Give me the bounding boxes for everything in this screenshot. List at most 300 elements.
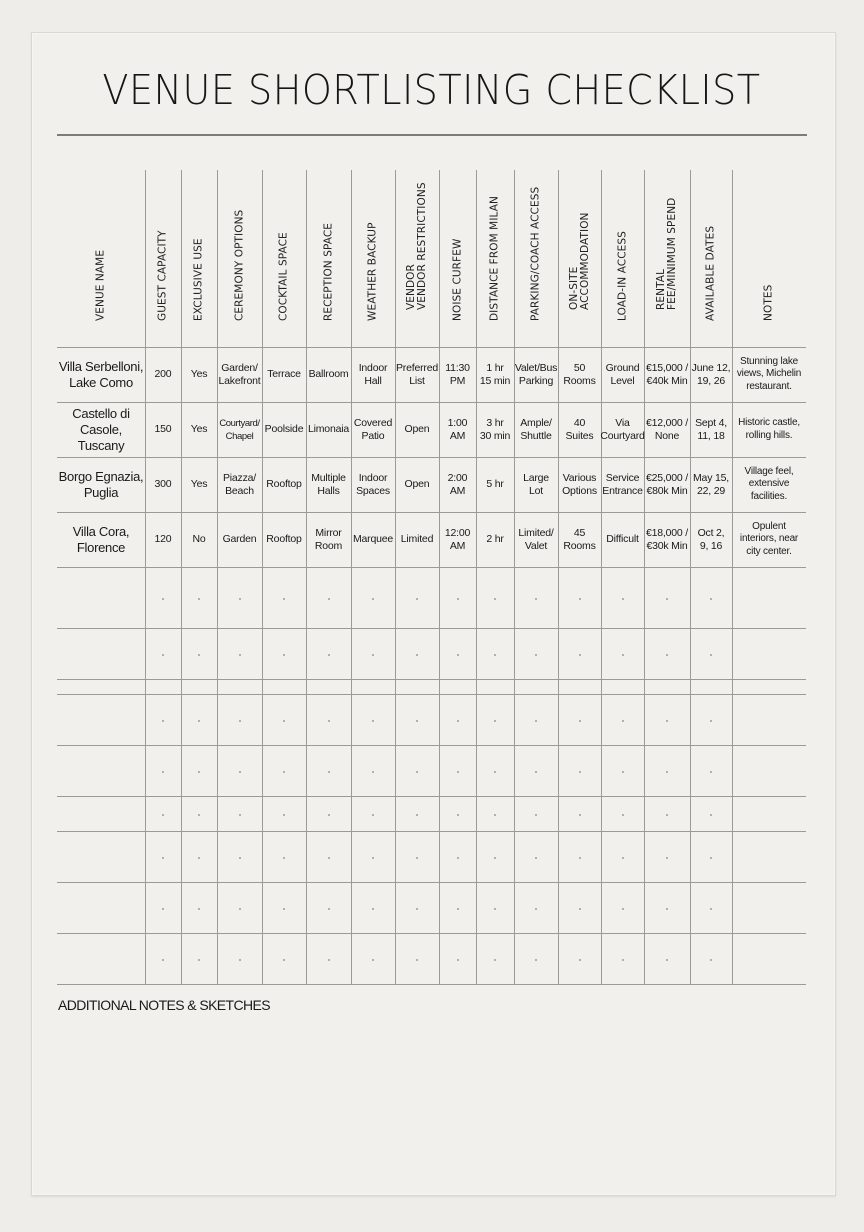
cell-text: [396, 362, 438, 388]
cell-line: 300: [154, 478, 172, 490]
cell-text: [520, 417, 551, 443]
cell-line: Casole, Tuscany: [77, 421, 125, 453]
header-line: ON-SITE: [567, 266, 580, 310]
cell-text: [405, 423, 430, 436]
column-header-label: [531, 187, 542, 321]
cell-line: Covered: [353, 416, 393, 429]
cell-line: 19, 26: [697, 374, 725, 387]
column-header-onsite-accommodation: [558, 170, 601, 332]
cell-text: [515, 362, 557, 388]
header-line: GUEST CAPACITY: [156, 230, 169, 321]
column-header-label: [406, 182, 428, 310]
cell-reception-space[interactable]: [306, 457, 351, 512]
cell-line: 2:00: [447, 471, 468, 484]
cell-text: [646, 527, 688, 553]
cell-line: Entrance: [602, 484, 643, 497]
cell-cocktail-space[interactable]: [262, 457, 306, 512]
column-header-label: [656, 198, 678, 310]
header-line: LOAD-IN ACCESS: [616, 231, 628, 321]
cell-line: Various: [562, 471, 597, 484]
placeholder-dot-icon: [535, 857, 537, 859]
placeholder-dot-icon: [416, 654, 418, 656]
cell-text: [311, 472, 346, 498]
cell-text: [646, 417, 688, 443]
placeholder-dot-icon: [239, 908, 241, 910]
cell-line: None: [654, 429, 680, 442]
placeholder-dot-icon: [666, 857, 668, 859]
placeholder-dot-icon: [579, 959, 581, 961]
cell-notes[interactable]: [732, 457, 806, 512]
cell-cocktail-space[interactable]: [262, 512, 306, 567]
placeholder-dot-icon: [710, 654, 712, 656]
placeholder-dot-icon: [328, 598, 330, 600]
header-line: ACCOMMODATION: [578, 212, 591, 310]
cell-text: [265, 423, 304, 436]
cell-line: 40: [573, 416, 586, 429]
cell-text: [563, 362, 595, 388]
cell-line: €40k Min: [646, 374, 688, 387]
cell-venue-name[interactable]: [57, 457, 145, 512]
cell-available-dates[interactable]: [690, 347, 732, 402]
cell-line: restaurant.: [746, 380, 792, 392]
cell-onsite-accommodation[interactable]: [558, 347, 601, 402]
header-line: RECEPTION SPACE: [322, 223, 334, 321]
placeholder-dot-icon: [198, 908, 200, 910]
cell-text: [359, 362, 388, 388]
cell-line: Lot: [528, 484, 543, 497]
placeholder-dot-icon: [283, 959, 285, 961]
cell-text: [602, 472, 642, 498]
cell-venue-name[interactable]: [57, 347, 145, 402]
placeholder-dot-icon: [710, 720, 712, 722]
placeholder-dot-icon: [372, 598, 374, 600]
placeholder-dot-icon: [198, 771, 200, 773]
cell-text: [693, 472, 729, 498]
placeholder-dot-icon: [283, 720, 285, 722]
cell-text: [191, 478, 208, 491]
cell-line: Hall: [364, 374, 382, 387]
cell-line: Rooms: [563, 539, 596, 552]
placeholder-dot-icon: [328, 720, 330, 722]
column-header-label: [490, 196, 501, 321]
cell-line: 1:00: [447, 416, 468, 429]
cell-notes[interactable]: [732, 402, 806, 457]
placeholder-dot-icon: [579, 598, 581, 600]
cell-notes[interactable]: [732, 347, 806, 402]
cell-rental-fee[interactable]: [644, 457, 690, 512]
placeholder-dot-icon: [283, 857, 285, 859]
placeholder-dot-icon: [416, 857, 418, 859]
cell-text: [223, 472, 256, 498]
cell-vendor-restrictions[interactable]: [395, 402, 439, 457]
cell-venue-name[interactable]: [57, 402, 145, 457]
cell-text: [308, 423, 349, 436]
cell-text: [223, 533, 257, 546]
cell-text: [692, 362, 731, 388]
cell-line: Villa Serbelloni,: [58, 358, 144, 374]
cell-reception-space[interactable]: [306, 402, 351, 457]
cell-line: Ample/: [520, 416, 552, 429]
header-line: VENDOR: [405, 264, 417, 310]
cell-distance-from-milan[interactable]: [476, 457, 514, 512]
empty-table-row[interactable]: [57, 694, 806, 745]
cell-distance-from-milan[interactable]: [476, 512, 514, 567]
cell-line: extensive: [748, 478, 790, 490]
placeholder-dot-icon: [579, 814, 581, 816]
cell-guest-capacity[interactable]: [145, 512, 181, 567]
placeholder-dot-icon: [328, 857, 330, 859]
cell-line: 9, 16: [699, 539, 723, 552]
cell-ceremony-options[interactable]: [217, 457, 262, 512]
cell-guest-capacity[interactable]: [145, 347, 181, 402]
cell-exclusive-use[interactable]: [181, 457, 217, 512]
header-line: COCKTAIL SPACE: [277, 232, 290, 321]
empty-table-row[interactable]: [57, 933, 806, 984]
cell-parking-coach-access[interactable]: [514, 347, 558, 402]
cell-weather-backup[interactable]: [351, 402, 395, 457]
cell-noise-curfew[interactable]: [439, 347, 476, 402]
cell-text: [58, 406, 144, 454]
placeholder-dot-icon: [328, 654, 330, 656]
cell-line: Spaces: [356, 484, 390, 497]
cell-line: Garden/: [221, 361, 258, 374]
placeholder-dot-icon: [239, 771, 241, 773]
column-header-rental-fee: [644, 170, 690, 332]
cell-parking-coach-access[interactable]: [514, 402, 558, 457]
placeholder-dot-icon: [666, 598, 668, 600]
placeholder-dot-icon: [535, 908, 537, 910]
placeholder-dot-icon: [666, 814, 668, 816]
column-header-label: [234, 210, 245, 321]
cell-line: Terrace: [267, 368, 301, 380]
cell-line: Service: [605, 471, 640, 484]
placeholder-dot-icon: [579, 771, 581, 773]
cell-line: 200: [154, 368, 172, 380]
cell-text: [405, 478, 430, 491]
cell-line: List: [409, 374, 425, 387]
cell-line: Via: [615, 416, 630, 429]
cell-text: [566, 417, 594, 443]
cell-parking-coach-access[interactable]: [514, 457, 558, 512]
cell-text: [562, 472, 597, 498]
cell-line: Valet/Bus: [514, 361, 558, 374]
placeholder-dot-icon: [162, 857, 164, 859]
column-header-label: [764, 285, 775, 321]
cell-text: [448, 472, 468, 498]
cell-line: Difficult: [606, 533, 639, 545]
cell-ceremony-options[interactable]: [217, 402, 262, 457]
cell-line: facilities.: [750, 490, 788, 502]
empty-table-row[interactable]: [57, 745, 806, 796]
placeholder-dot-icon: [710, 598, 712, 600]
placeholder-dot-icon: [494, 814, 496, 816]
cell-line: Ballroom: [308, 368, 349, 380]
cell-line: 50: [573, 361, 586, 374]
cell-ceremony-options[interactable]: [217, 347, 262, 402]
cell-vendor-restrictions[interactable]: [395, 512, 439, 567]
cell-text: [486, 478, 503, 491]
cell-line: Garden: [222, 533, 257, 545]
cell-line: 15 min: [479, 374, 511, 387]
placeholder-dot-icon: [328, 771, 330, 773]
placeholder-dot-icon: [535, 654, 537, 656]
cell-line: €15,000 /: [646, 361, 688, 374]
cell-available-dates[interactable]: [690, 457, 732, 512]
cell-exclusive-use[interactable]: [181, 402, 217, 457]
cell-distance-from-milan[interactable]: [476, 402, 514, 457]
placeholder-dot-icon: [416, 720, 418, 722]
cell-load-in-access[interactable]: [601, 512, 644, 567]
placeholder-dot-icon: [494, 908, 496, 910]
cell-line: Rooftop: [266, 478, 302, 490]
placeholder-dot-icon: [416, 908, 418, 910]
placeholder-dot-icon: [457, 814, 459, 816]
placeholder-dot-icon: [239, 720, 241, 722]
placeholder-dot-icon: [372, 771, 374, 773]
cell-text: [445, 362, 470, 388]
cell-line: Florence: [76, 539, 126, 555]
cell-venue-name[interactable]: [57, 512, 145, 567]
placeholder-dot-icon: [494, 771, 496, 773]
cell-load-in-access[interactable]: [601, 347, 644, 402]
cell-line: Mirror: [315, 526, 342, 539]
cell-text: [445, 527, 470, 553]
cell-line: 45: [573, 526, 586, 539]
cell-text: [315, 527, 342, 553]
cell-text: [606, 362, 640, 388]
cell-noise-curfew[interactable]: [439, 457, 476, 512]
placeholder-dot-icon: [457, 720, 459, 722]
cell-weather-backup[interactable]: [351, 512, 395, 567]
placeholder-dot-icon: [162, 908, 164, 910]
placeholder-dot-icon: [283, 598, 285, 600]
cell-text: [740, 521, 798, 559]
placeholder-dot-icon: [622, 720, 624, 722]
placeholder-dot-icon: [622, 857, 624, 859]
cell-text: [353, 533, 393, 546]
placeholder-dot-icon: [416, 598, 418, 600]
placeholder-dot-icon: [579, 857, 581, 859]
cell-exclusive-use[interactable]: [181, 512, 217, 567]
placeholder-dot-icon: [457, 598, 459, 600]
empty-table-row[interactable]: [57, 628, 806, 679]
column-header-available-dates: [690, 170, 732, 332]
cell-line: AM: [449, 539, 466, 552]
placeholder-dot-icon: [198, 598, 200, 600]
cell-vendor-restrictions[interactable]: [395, 347, 439, 402]
additional-notes-label: ADDITIONAL NOTES & SKETCHES: [58, 997, 270, 1013]
cell-onsite-accommodation[interactable]: [558, 402, 601, 457]
cell-cocktail-space[interactable]: [262, 402, 306, 457]
cell-text: [698, 527, 725, 553]
placeholder-dot-icon: [372, 857, 374, 859]
placeholder-dot-icon: [239, 654, 241, 656]
cell-onsite-accommodation[interactable]: [558, 512, 601, 567]
cell-line: Borgo Egnazia,: [58, 468, 144, 484]
cell-vendor-restrictions[interactable]: [395, 457, 439, 512]
placeholder-dot-icon: [283, 654, 285, 656]
cell-rental-fee[interactable]: [644, 347, 690, 402]
column-header-label: [368, 222, 379, 321]
cell-text: [219, 417, 259, 443]
cell-text: [267, 368, 301, 381]
cell-line: Open: [404, 423, 430, 435]
column-header-parking-coach-access: [514, 170, 558, 332]
placeholder-dot-icon: [372, 720, 374, 722]
cell-onsite-accommodation[interactable]: [558, 457, 601, 512]
cell-line: €18,000 /: [646, 526, 688, 539]
cell-line: Limited: [400, 533, 434, 545]
cell-exclusive-use[interactable]: [181, 347, 217, 402]
cell-line: Options: [562, 484, 597, 497]
cell-line: €30k Min: [646, 539, 688, 552]
empty-table-row[interactable]: [57, 567, 806, 628]
cell-distance-from-milan[interactable]: [476, 347, 514, 402]
placeholder-dot-icon: [198, 654, 200, 656]
cell-line: Room: [314, 539, 343, 552]
placeholder-dot-icon: [666, 959, 668, 961]
placeholder-dot-icon: [239, 857, 241, 859]
column-header-ceremony-options: [217, 170, 262, 332]
cell-reception-space[interactable]: [306, 347, 351, 402]
placeholder-dot-icon: [198, 720, 200, 722]
cell-line: Stunning lake: [739, 355, 798, 367]
cell-line: €12,000 /: [646, 416, 688, 429]
cell-parking-coach-access[interactable]: [514, 512, 558, 567]
cell-line: Lake Como: [69, 374, 133, 390]
row-divider: [57, 984, 806, 985]
additional-notes-area[interactable]: [57, 1020, 806, 1185]
cell-text: [59, 359, 143, 391]
placeholder-dot-icon: [710, 814, 712, 816]
placeholder-dot-icon: [416, 959, 418, 961]
cell-available-dates[interactable]: [690, 512, 732, 567]
cell-line: city center.: [746, 545, 792, 557]
empty-table-row[interactable]: [57, 882, 806, 933]
cell-line: Historic castle,: [738, 417, 800, 428]
cell-text: [155, 368, 172, 381]
cell-line: Patio: [361, 429, 385, 442]
column-header-noise-curfew: [439, 170, 476, 332]
cell-line: Lakefront: [218, 374, 261, 387]
cell-load-in-access[interactable]: [601, 402, 644, 457]
cell-rental-fee[interactable]: [644, 402, 690, 457]
placeholder-dot-icon: [494, 959, 496, 961]
column-header-reception-space: [306, 170, 351, 332]
cell-line: Courtyard: [600, 429, 645, 442]
cell-line: 5 hr: [486, 478, 504, 490]
cell-line: Poolside: [264, 423, 304, 435]
cell-rental-fee[interactable]: [644, 512, 690, 567]
cell-text: [59, 469, 144, 501]
cell-text: [600, 417, 644, 443]
cell-line: €80k Min: [646, 484, 688, 497]
cell-line: rolling hills.: [745, 429, 793, 441]
placeholder-dot-icon: [457, 771, 459, 773]
placeholder-dot-icon: [457, 857, 459, 859]
cell-text: [155, 423, 172, 436]
cell-available-dates[interactable]: [690, 402, 732, 457]
placeholder-dot-icon: [494, 654, 496, 656]
cell-line: €25,000 /: [646, 471, 688, 484]
header-line: EXCLUSIVE USE: [192, 238, 205, 321]
cell-line: Castello di: [72, 405, 130, 421]
placeholder-dot-icon: [494, 598, 496, 600]
placeholder-dot-icon: [622, 771, 624, 773]
cell-line: Halls: [317, 484, 340, 497]
cell-line: Yes: [190, 423, 208, 435]
cell-weather-backup[interactable]: [351, 347, 395, 402]
placeholder-dot-icon: [372, 959, 374, 961]
column-header-cocktail-space: [262, 170, 306, 332]
placeholder-dot-icon: [328, 908, 330, 910]
column-header-guest-capacity: [145, 170, 181, 332]
placeholder-dot-icon: [239, 598, 241, 600]
cell-guest-capacity[interactable]: [145, 457, 181, 512]
cell-text: [356, 472, 390, 498]
cell-text: [266, 478, 301, 491]
cell-reception-space[interactable]: [306, 512, 351, 567]
placeholder-dot-icon: [372, 814, 374, 816]
placeholder-dot-icon: [710, 908, 712, 910]
cell-line: 1 hr: [486, 361, 504, 374]
cell-text: [738, 417, 800, 442]
cell-noise-curfew[interactable]: [439, 512, 476, 567]
cell-line: Courtyard/: [219, 417, 260, 429]
cell-text: [191, 423, 208, 436]
column-header-label: [158, 230, 169, 321]
header-line: DISTANCE FROM MILAN: [488, 196, 501, 321]
placeholder-dot-icon: [162, 771, 164, 773]
column-header-label: [323, 223, 334, 321]
cell-text: [486, 533, 503, 546]
placeholder-dot-icon: [666, 720, 668, 722]
placeholder-dot-icon: [283, 908, 285, 910]
placeholder-dot-icon: [535, 771, 537, 773]
header-line: RENTAL: [655, 268, 667, 310]
placeholder-dot-icon: [535, 598, 537, 600]
cell-line: Indoor: [358, 471, 388, 484]
cell-ceremony-options[interactable]: [217, 512, 262, 567]
cell-line: views, Michelin: [736, 368, 802, 380]
cell-line: Opulent: [752, 520, 786, 532]
cell-cocktail-space[interactable]: [262, 347, 306, 402]
placeholder-dot-icon: [535, 814, 537, 816]
cell-line: Valet: [524, 539, 548, 552]
cell-line: 3 hr: [486, 416, 504, 429]
placeholder-dot-icon: [535, 720, 537, 722]
column-header-label: [279, 232, 290, 321]
cell-load-in-access[interactable]: [601, 457, 644, 512]
placeholder-dot-icon: [239, 814, 241, 816]
cell-line: Ground: [605, 361, 640, 374]
cell-notes[interactable]: [732, 512, 806, 567]
header-line: CEREMONY OPTIONS: [233, 209, 245, 321]
cell-text: [606, 533, 638, 546]
cell-weather-backup[interactable]: [351, 457, 395, 512]
cell-text: [155, 533, 172, 546]
empty-table-row[interactable]: [57, 796, 806, 831]
placeholder-dot-icon: [666, 771, 668, 773]
column-header-notes: [732, 170, 806, 332]
header-line: NOTES: [762, 284, 775, 321]
column-header-label: [96, 250, 107, 321]
cell-guest-capacity[interactable]: [145, 402, 181, 457]
empty-table-row[interactable]: [57, 831, 806, 882]
cell-noise-curfew[interactable]: [439, 402, 476, 457]
placeholder-dot-icon: [622, 814, 624, 816]
placeholder-dot-icon: [372, 654, 374, 656]
